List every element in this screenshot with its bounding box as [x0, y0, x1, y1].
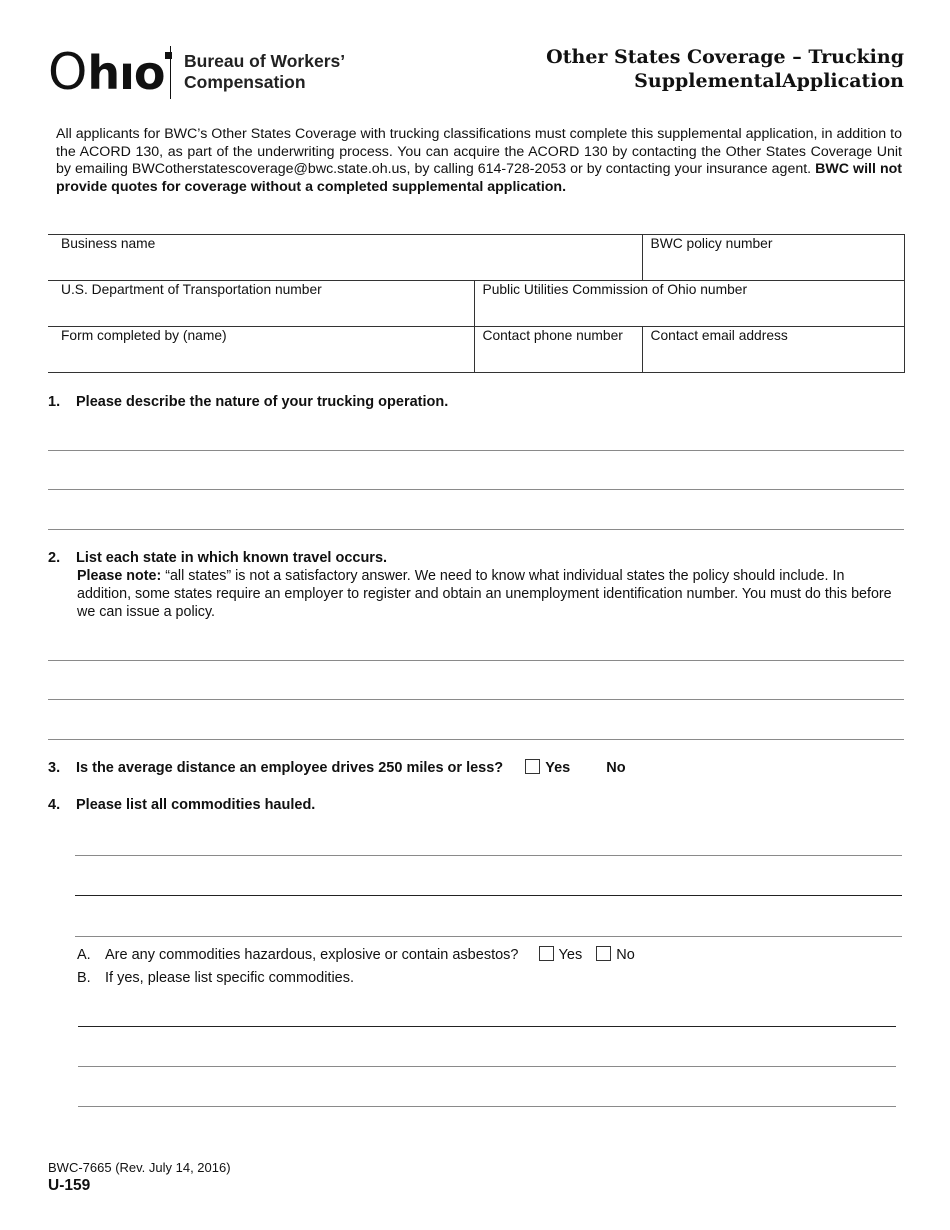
answer-line-q4-1[interactable]: [75, 855, 902, 856]
intro-bold-text: BWC will not provide quotes for coverage without a completed supplemental application.: [56, 161, 902, 195]
q4a-yes-checkbox[interactable]: [539, 946, 554, 961]
q4a-no-label: No: [616, 947, 635, 963]
contact-email-field[interactable]: [642, 327, 904, 373]
question-4a-letter: A.: [77, 947, 91, 963]
question-4: [48, 797, 315, 813]
title-line-1: Other States Coverage – Trucking: [546, 46, 904, 68]
form-title: [546, 45, 904, 93]
form-code: U-159: [48, 1177, 91, 1194]
question-3-number: 3.: [48, 760, 61, 776]
bureau-name: [184, 51, 345, 93]
question-3: [48, 759, 626, 776]
bwc-policy-number-field[interactable]: [642, 235, 904, 281]
question-1-number: 1.: [48, 394, 61, 410]
q3-yes-checkbox[interactable]: [525, 759, 540, 774]
answer-line-q2-1[interactable]: [48, 660, 904, 661]
question-4-number: 4.: [48, 797, 61, 813]
answer-line-q1-1[interactable]: [48, 450, 904, 451]
intro-text: All applicants for BWC’s Other States Coverage with trucking classifications must complete this supplemental application, in addition to the ACORD 130, as part of the underwriting process. You can acquire the ACORD 130 by contacting the Other States Coverage Unit by emailing BWCotherstatescoverage@bwc.state.oh.us, by calling 614-728-2053 or by contacting your insurance agent.: [56, 126, 902, 177]
bwc-policy-number-label: BWC policy number: [650, 236, 773, 251]
question-4b-letter: B.: [77, 970, 91, 986]
answer-line-q4-2[interactable]: [75, 895, 902, 896]
bureau-line-1: Bureau of Workers’: [184, 51, 346, 71]
contact-email-label: Contact email address: [650, 328, 788, 343]
title-line-2: SupplementalApplication: [634, 70, 904, 92]
answer-line-q4-3[interactable]: [75, 936, 902, 937]
completed-by-label: Form completed by (name): [61, 328, 227, 343]
question-4a: [77, 946, 635, 963]
business-name-field[interactable]: [48, 235, 642, 281]
puco-number-label: Public Utilities Commission of Ohio number: [482, 282, 748, 297]
question-4b: [77, 970, 354, 986]
completed-by-field[interactable]: [48, 327, 474, 373]
q3-no-label: No: [606, 760, 626, 776]
question-2-number: 2.: [48, 550, 61, 566]
usdot-number-field[interactable]: [48, 281, 474, 327]
q3-yes-label: Yes: [545, 760, 571, 776]
business-name-label: Business name: [61, 236, 156, 251]
contact-phone-label: Contact phone number: [482, 328, 623, 343]
question-1: [48, 394, 448, 410]
question-2-note-label: Please note:: [77, 568, 162, 584]
question-4-text: Please list all commodities hauled.: [76, 797, 316, 813]
question-2: [48, 550, 387, 566]
question-2-note: [77, 567, 897, 621]
puco-number-field[interactable]: [474, 281, 904, 327]
intro-paragraph: [56, 126, 902, 196]
contact-phone-field[interactable]: [474, 327, 642, 373]
question-4a-text: Are any commodities hazardous, explosive or contain asbestos?: [105, 947, 519, 963]
question-3-text: Is the average distance an employee drives 250 miles or less?: [76, 760, 504, 776]
answer-line-q1-2[interactable]: [48, 489, 904, 490]
applicant-info-table: [48, 234, 905, 373]
question-2-note-text: “all states” is not a satisfactory answer. We need to know what individual states the policy should include. In addition, some states require an employer to register and obtain an unemployment identification number. You must do this before we can issue a policy.: [77, 568, 892, 620]
form-number: BWC-7665 (Rev. July 14, 2016): [48, 1160, 231, 1175]
answer-line-q2-3[interactable]: [48, 739, 904, 740]
ohio-logo-text: Ohıo: [48, 43, 165, 101]
answer-line-q4b-2[interactable]: [78, 1066, 896, 1067]
answer-line-q2-2[interactable]: [48, 699, 904, 700]
q4a-yes-label: Yes: [558, 947, 583, 963]
answer-line-q4b-3[interactable]: [78, 1106, 896, 1107]
answer-line-q4b-1[interactable]: [78, 1026, 896, 1027]
logo-divider: [170, 46, 171, 99]
answer-line-q1-3[interactable]: [48, 529, 904, 530]
question-1-text: Please describe the nature of your trucking operation.: [76, 394, 449, 410]
question-2-text: List each state in which known travel occurs.: [76, 550, 388, 566]
q4a-no-checkbox[interactable]: [596, 946, 611, 961]
bureau-line-2: Compensation: [184, 72, 306, 92]
usdot-number-label: U.S. Department of Transportation number: [61, 282, 322, 297]
question-4b-text: If yes, please list specific commodities.: [105, 970, 355, 986]
ohio-logo: [48, 42, 164, 103]
